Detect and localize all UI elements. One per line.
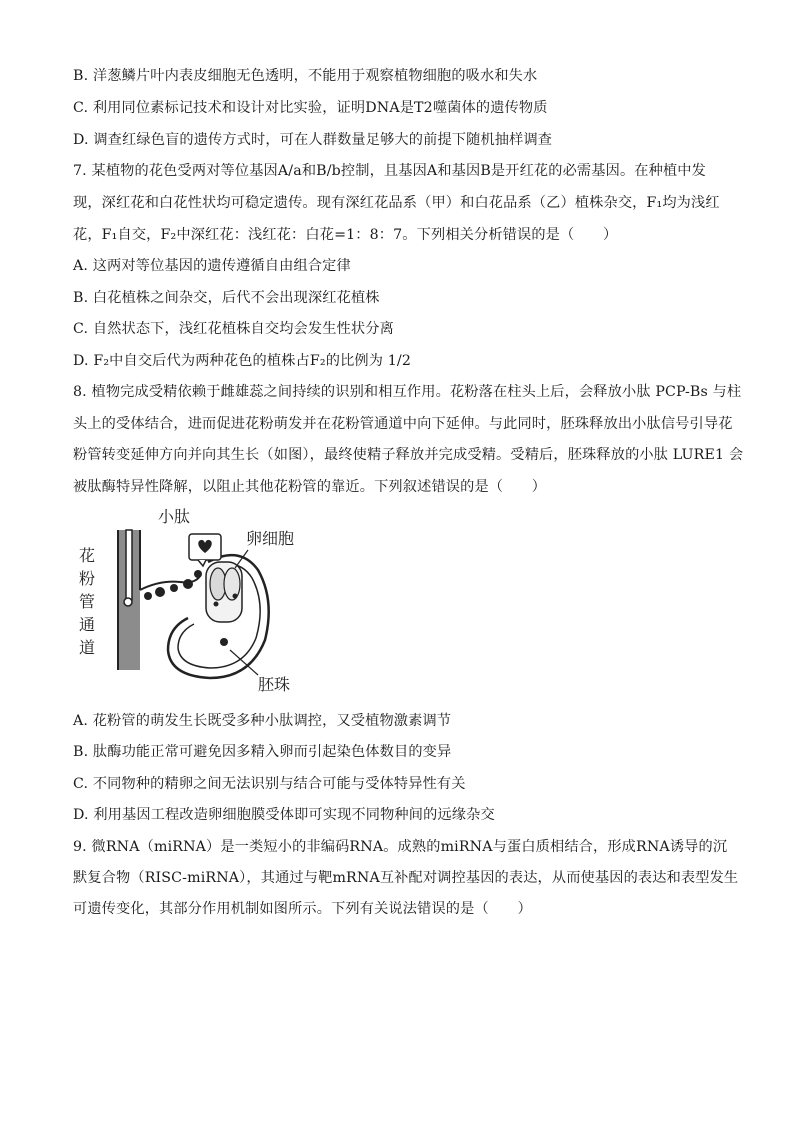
question-9-line-2: 默复合物（RISC-miRNA），其通过与靶mRNA互补配对调控基因的表达，从而使基因的表达和表型发生 [73,870,739,886]
option-c-q8: C. 不同物种的精卵之间无法识别与结合可能与受体特异性有关 [73,776,466,792]
option-d-q8: D. 利用基因工程改造卵细胞膜受体即可实现不同物种间的远缘杂交 [73,807,495,823]
option-c-q6: C. 利用同位素标记技术和设计对比实验，证明DNA是T2噬菌体的遗传物质 [73,100,548,116]
question-9-line-3: 可遗传变化，其部分作用机制如图所示。下列有关说法错误的是（ ） [73,901,532,917]
peptide-dot [155,587,165,597]
peptide-dot [194,570,202,578]
label-egg-cell: 卵细胞 [246,529,295,548]
question-7-line-3: 花，F₁自交，F₂中深红花：浅红花：白花=1：8：7。下列相关分析错误的是（ ） [73,227,618,243]
option-b-q8: B. 肽酶功能正常可避免因多精入卵而引起染色体数目的变异 [73,744,452,760]
option-d-q6: D. 调查红绿色盲的遗传方式时，可在人群数量足够大的前提下随机抽样调查 [73,132,553,148]
question-9-line-1: 9. 微RNA（miRNA）是一类短小的非编码RNA。成熟的miRNA与蛋白质相结合，形成RNA诱导的沉 [73,839,728,855]
option-b-q6: B. 洋葱鳞片叶内表皮细胞无色透明，不能用于观察植物细胞的吸水和失水 [73,68,538,84]
egg-cell [224,568,240,600]
peptide-dot [144,592,152,600]
peptide-dot [183,579,193,589]
pollen-tube-ovule-figure [70,500,310,700]
option-b-q7: B. 白花植株之间杂交，后代不会出现深红花植株 [73,290,380,306]
question-7-line-2: 现，深红花和白花性状均可稳定遗传。现有深红花品系（甲）和白花品系（乙）植株杂交，F₁均为浅红 [73,195,720,211]
peptide-bubble-tail [198,560,206,566]
peptide-dot [170,584,178,592]
label-ovule: 胚珠 [258,675,291,694]
question-7-line-1: 7. 某植物的花色受两对等位基因A/a和B/b控制，且基因A和基因B是开红花的必需基因。在种植中发 [73,163,706,179]
question-8-line-2: 头上的受体结合，进而促进花粉萌发并在花粉管通道中向下延伸。与此同时，胚珠释放出小肽信号引导花 [73,416,733,432]
option-c-q7: C. 自然状态下，浅红花植株自交均会发生性状分离 [73,321,394,337]
nucleus-dot [214,602,219,607]
option-a-q7: A. 这两对等位基因的遗传遵循自由组合定律 [73,258,351,274]
option-a-q8: A. 花粉管的萌发生长既受多种小肽调控，又受植物激素调节 [73,713,452,729]
option-d-q7: D. F₂中自交后代为两种花色的植株占F₂的比例为 1/2 [73,353,412,369]
nucleus-dot [233,594,238,599]
label-pollen-tube-channel: 花粉管通道 [78,546,95,657]
pollen-tube-upper [126,530,132,600]
question-8-line-3: 粉管转变延伸方向并向其生长（如图），最终使精子释放并完成受精。受精后，胚珠释放的小肽 LURE1 会 [73,447,744,463]
central-nucleus-dot [220,638,228,646]
pollen-tube-tip [124,598,132,606]
question-8-line-1: 8. 植物完成受精依赖于雌雄蕊之间持续的识别和相互作用。花粉落在柱头上后，会释放小肽 PCP-Bs 与柱 [73,384,742,400]
question-8-line-4: 被肽酶特异性降解，以阻止其他花粉管的靠近。下列叙述错误的是（ ） [73,479,547,495]
label-peptide: 小肽 [158,507,191,526]
